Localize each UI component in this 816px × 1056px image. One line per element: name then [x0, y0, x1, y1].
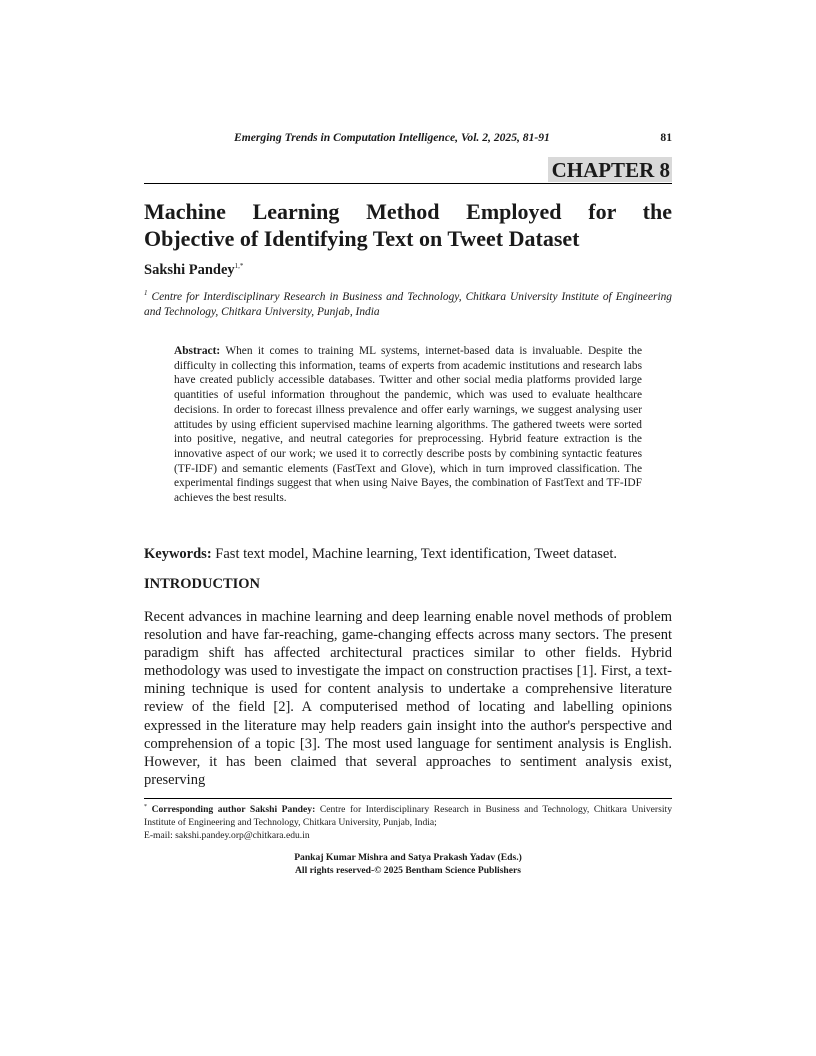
footnote-text: Centre for Interdisciplinary Research in Business and Technology, Chitkara University Institute of Engineering and Technology, Chitkara University, Punjab, India;: [144, 804, 672, 828]
chapter-label: CHAPTER 8: [548, 157, 672, 182]
affiliation: [144, 286, 672, 321]
abstract-text: When it comes to training ML systems, internet-based data is invaluable. Despite the difficulty in collecting this information, teams of experts from academic institutions and research labs have created publicly accessible databases. Twitter and other social media platforms provided large quantities of useful information throughout the pandemic, which was used to evaluate healthcare decisions. In order to forecast illness prevalence and offer early warnings, we suggest analysing user attitudes by using efficient supervised machine learning algorithms. The gathered tweets were sorted into positive, negative, and neutral categories for preprocessing. Hybrid feature extraction is the innovative aspect of our work; we used it to correctly describe posts by combining syntactic features (TF-IDF) and semantic elements (FastText and Glove), which in turn improved classification. The experimental findings suggest that when using Naive Bayes, the combination of FastText and TF-IDF achieves the best results.: [174, 345, 642, 505]
author: [144, 262, 243, 279]
publisher-editors: Pankaj Kumar Mishra and Satya Prakash Yadav (Eds.): [294, 852, 522, 863]
section-heading: INTRODUCTION: [144, 576, 261, 592]
footnote-email: E-mail: sakshi.pandey.orp@chitkara.edu.in: [144, 829, 310, 841]
title-line-1: Machine Learning Method Employed for the: [144, 199, 672, 224]
keywords-label: Keywords:: [144, 546, 212, 562]
paper-title: [144, 198, 672, 252]
abstract-label: Abstract:: [174, 345, 221, 357]
author-superscript: 1,*: [234, 262, 244, 271]
page-number: 81: [660, 131, 672, 144]
publisher-info: [144, 852, 672, 877]
footnote-label: Corresponding author Sakshi Pandey:: [147, 804, 316, 816]
chapter-bar: [144, 157, 672, 184]
affiliation-superscript: 1: [144, 289, 148, 297]
journal-citation: Emerging Trends in Computation Intelligence, Vol. 2, 2025, 81-91: [234, 131, 550, 144]
title-line-2: Objective of Identifying Text on Tweet Dataset: [144, 226, 580, 251]
keywords-text: Fast text model, Machine learning, Text identification, Tweet dataset.: [211, 546, 618, 562]
footnote: [144, 801, 672, 843]
publisher-rights: All rights reserved-© 2025 Bentham Science Publishers: [294, 864, 522, 876]
author-name: Sakshi Pandey: [144, 262, 235, 278]
footnote-divider: [144, 798, 672, 799]
body-paragraph: Recent advances in machine learning and deep learning enable novel methods of problem resolution and have far-reaching, game-changing effects across many sectors. The present paradigm shift has affected architectural practices similar to other fields. Hybrid methodology was used to investigate the impact on construction practises [1]. First, a text-mining technique is used for content analysis to undertake a comprehensive literature review of the field [2]. A computerised method of locating and labelling opinions expressed in the literature may help readers gain insight into the author's perspective and comprehension of a topic [3]. The most used language for sentiment analysis is English. However, it has been claimed that several approaches to sentiment analysis exist, preserving: [144, 609, 672, 788]
abstract: [174, 344, 642, 506]
footnote-superscript: *: [144, 804, 147, 810]
affiliation-text: Centre for Interdisciplinary Research in Business and Technology, Chitkara University Institute of Engineering and Technology, Chitkara University, Punjab, India: [144, 290, 672, 319]
keywords: [144, 545, 672, 563]
running-head: [144, 131, 672, 147]
